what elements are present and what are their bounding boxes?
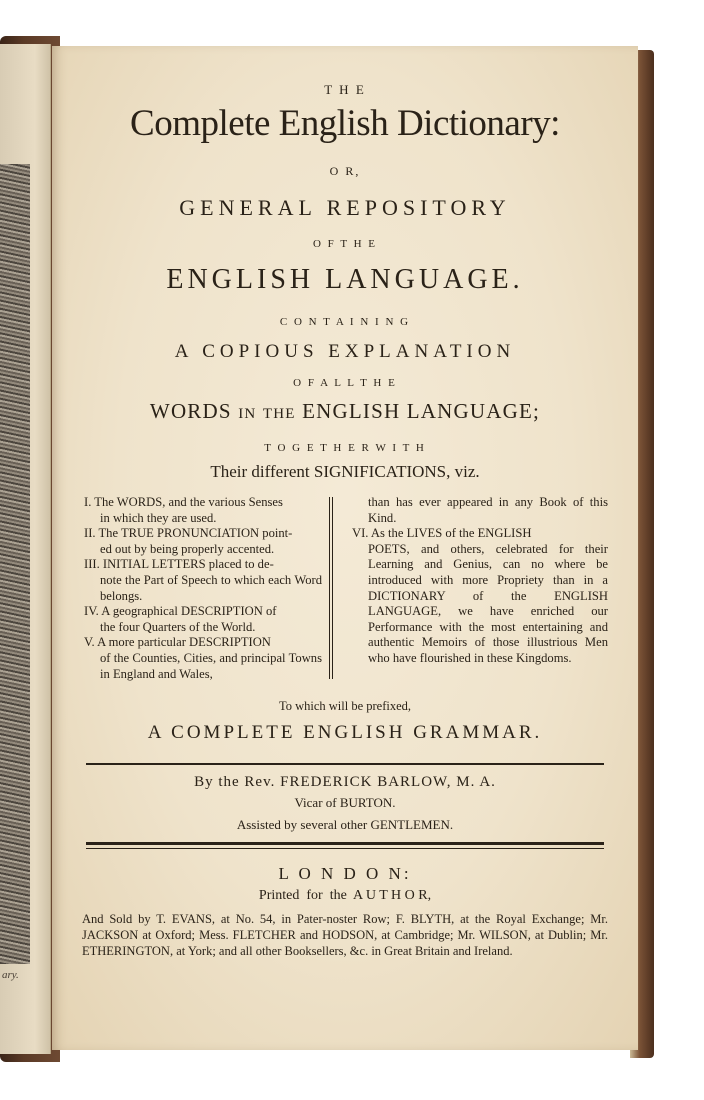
contents-left-column xyxy=(84,495,322,682)
assisted-line: Assisted by several other GENTLEMEN. xyxy=(236,817,454,832)
column-divider xyxy=(329,497,330,679)
words-line: WORDS in the ENGLISH LANGUAGE; xyxy=(149,399,541,423)
frontispiece-leaf xyxy=(0,44,51,1054)
rule-top xyxy=(86,763,604,765)
main-title: Complete English Dictionary: xyxy=(130,103,560,144)
general-repository: GENERAL REPOSITORY xyxy=(179,195,511,220)
imprint-text: And Sold by T. EVANS, at No. 54, in Pater-noster Row; F. BLYTH, at the Royal Exchange; Mr. JACKSON at Oxford; Mess. FLETCHER and HODSON, at Cambridge; Mr. WILSON, at Dublin; Mr. ETHERINGTON, at York; and all other Booksellers, &c. in Great Britain and Ireland. xyxy=(82,912,608,958)
of-all-the: O F A L L T H E xyxy=(293,377,397,389)
containing: C O N T A I N I N G xyxy=(279,316,411,328)
significations-line: Their different SIGNIFICATIONS, viz. xyxy=(210,462,480,481)
vicar-line: Vicar of BURTON. xyxy=(294,795,396,810)
prefix-line: To which will be prefixed, xyxy=(278,699,412,713)
english-language-heading: ENGLISH LANGUAGE. xyxy=(166,264,524,295)
contents-item-1: I. The WORDS, and the various Senses in which they are used. xyxy=(84,495,283,525)
contents-item-5: V. A more particular DESCRIPTION of the Counties, Cities, and principal Towns in England and Wales, xyxy=(84,635,322,681)
grammar-line: A COMPLETE ENGLISH GRAMMAR. xyxy=(147,722,543,743)
printed-for-line: Printed for the A U T H O R, xyxy=(258,888,432,903)
author-line: By the Rev. FREDERICK BARLOW, M. A. xyxy=(194,774,496,790)
rule-bottom-2 xyxy=(86,848,604,849)
rule-bottom-1 xyxy=(86,842,604,845)
together-with: T O G E T H E R W I T H xyxy=(264,442,426,454)
frontispiece-engraving xyxy=(0,164,30,964)
contents-item-6: VI. As the LIVES of the ENGLISH POETS, and others, celebrated for their Learning and Genius, can no where be introduced with more Propriety than in a DICTIONARY of the ENGLISH LANGUAGE, we have enriched our Performance with the most entertaining and authentic Memoirs of those illustrious Men who have flourished in these Kingdoms. xyxy=(352,526,608,665)
contents-right-column xyxy=(352,495,608,667)
contents-columns xyxy=(84,495,608,681)
frontispiece-caption: ary. xyxy=(2,969,19,981)
contents-item-3: III. INITIAL LETTERS placed to de- note the Part of Speech to which each Word belongs. xyxy=(84,557,322,603)
title-the: T H E xyxy=(324,82,366,97)
london-line: L O N D O N: xyxy=(278,864,412,883)
contents-item-4: IV. A geographical DESCRIPTION of the four Quarters of the World. xyxy=(84,604,277,634)
contents-item-2: II. The TRUE PRONUNCIATION point- ed out by being properly accented. xyxy=(84,526,293,556)
title-page xyxy=(52,46,638,1050)
title-of-the: O F T H E xyxy=(312,238,378,250)
copious-explanation: A COPIOUS EXPLANATION xyxy=(174,341,516,362)
title-or: O R, xyxy=(329,164,361,178)
contents-continuation: than has ever appeared in any Book of this Kind. xyxy=(368,495,608,525)
column-divider xyxy=(332,497,333,679)
